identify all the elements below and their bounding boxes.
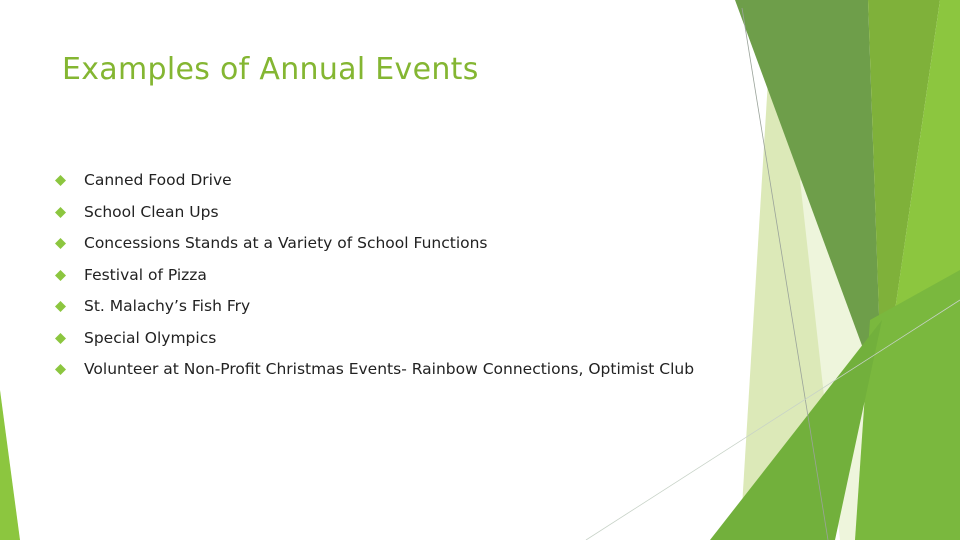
list-item xyxy=(55,198,694,230)
list-item-label: Special Olympics xyxy=(84,328,217,347)
slide-title: Examples of Annual Events xyxy=(62,52,479,87)
diamond-icon xyxy=(55,333,66,344)
list-item-label: St. Malachy’s Fish Fry xyxy=(84,297,251,315)
list-item-label: Volunteer at Non-Profit Christmas Events- Rainbow Connections, Optimist Club xyxy=(84,360,695,378)
list-item xyxy=(55,229,694,261)
bullet-list xyxy=(55,166,694,387)
list-item xyxy=(55,166,694,198)
list-item-label: Canned Food Drive xyxy=(84,171,232,189)
left-edge-sliver xyxy=(0,390,20,540)
list-item-label: Festival of Pizza xyxy=(84,265,207,284)
diamond-icon xyxy=(55,175,66,186)
diamond-icon xyxy=(55,364,66,375)
list-item-label: Concessions Stands at a Variety of School Functions xyxy=(84,234,488,252)
list-item xyxy=(55,324,694,356)
list-item xyxy=(55,355,694,387)
list-item xyxy=(55,292,694,324)
diamond-icon xyxy=(55,301,66,312)
list-item-label: School Clean Ups xyxy=(84,202,219,221)
list-item xyxy=(55,261,694,293)
diamond-icon xyxy=(55,238,66,249)
diamond-icon xyxy=(55,270,66,281)
diamond-icon xyxy=(55,207,66,218)
